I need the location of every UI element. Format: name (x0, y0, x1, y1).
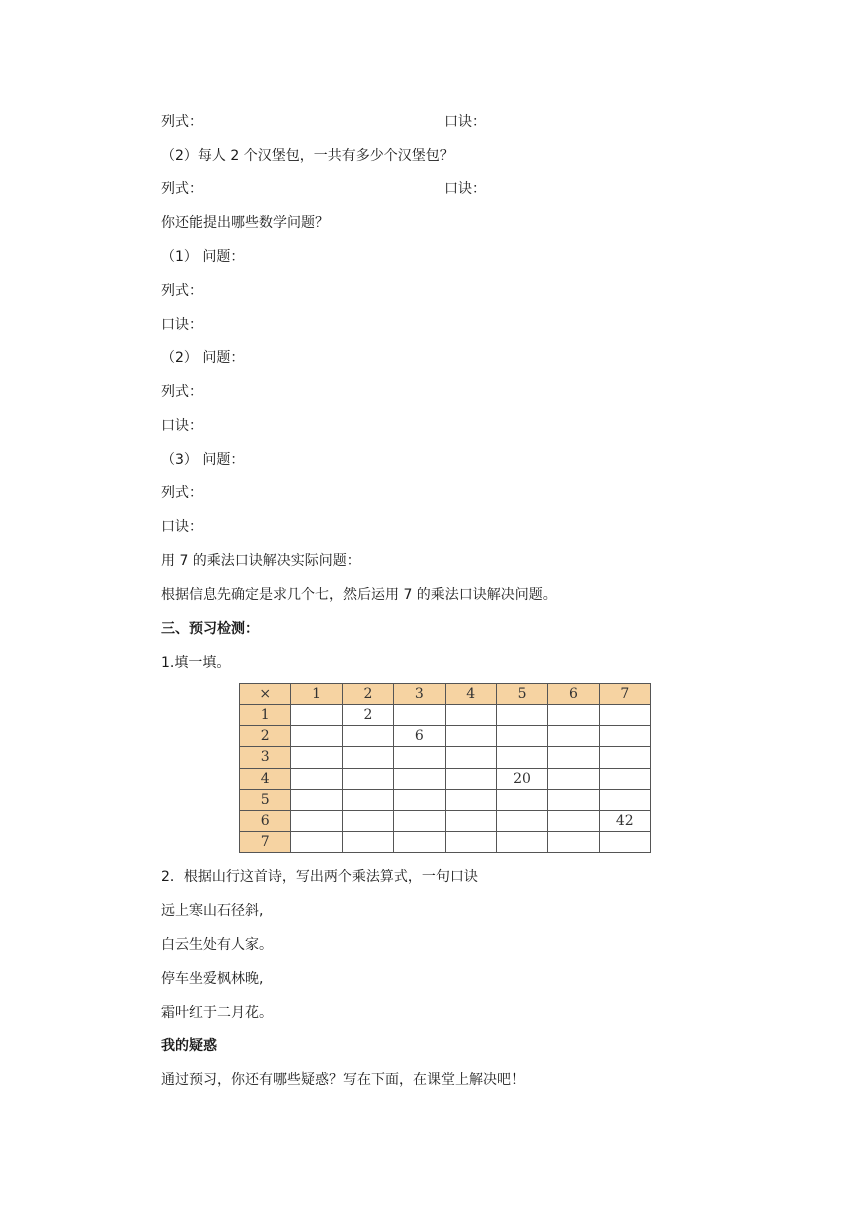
use-7-description: 根据信息先确定是求几个七，然后运用 7 的乘法口诀解决问题。 (161, 587, 557, 603)
table-cell (291, 831, 342, 852)
table-cell (394, 789, 445, 810)
table-cell (394, 768, 445, 789)
table-row (240, 705, 651, 726)
row-header: 2 (240, 726, 291, 747)
table-cell (394, 810, 445, 831)
table-row (240, 726, 651, 747)
table-cell (342, 768, 393, 789)
question-2-formula: 列式： (161, 384, 203, 400)
table-cell (599, 831, 650, 852)
table-cell (291, 810, 342, 831)
table-cell (394, 705, 445, 726)
row-header: 5 (240, 789, 291, 810)
question-hamburger: （2）每人 2 个汉堡包，一共有多少个汉堡包？ (161, 148, 454, 164)
table-header-row (240, 684, 651, 705)
row-header: 7 (240, 831, 291, 852)
table-cell (548, 789, 599, 810)
table-cell (445, 747, 496, 768)
row-header: 6 (240, 810, 291, 831)
table-cell (394, 831, 445, 852)
table-cell (496, 810, 547, 831)
table-cell (291, 789, 342, 810)
table-cell (548, 726, 599, 747)
table-cell (548, 831, 599, 852)
table-cell (496, 747, 547, 768)
question-2-label: （2） 问题： (161, 350, 245, 366)
table-cell (599, 789, 650, 810)
table-cell: 6 (394, 726, 445, 747)
table-cell (394, 747, 445, 768)
table-cell (445, 768, 496, 789)
table-cell (548, 705, 599, 726)
question-3-formula: 列式： (161, 485, 203, 501)
row-header: 1 (240, 705, 291, 726)
question-1-formula: 列式： (161, 283, 203, 299)
more-questions-prompt: 你还能提出哪些数学问题？ (161, 215, 329, 231)
table-cell (445, 831, 496, 852)
table-row (240, 768, 651, 789)
table-cell: 2 (342, 705, 393, 726)
table-row (240, 810, 651, 831)
table-cell (291, 768, 342, 789)
section-3-title: 三、预习检测： (161, 621, 259, 637)
exercise-1-title: 1.填一填。 (161, 655, 231, 671)
question-1-mnemonic: 口诀： (161, 317, 203, 333)
table-cell (599, 705, 650, 726)
table-cell (445, 789, 496, 810)
table-cell (599, 726, 650, 747)
table-cell (342, 747, 393, 768)
table-cell (291, 705, 342, 726)
table-cell (548, 747, 599, 768)
table-corner: × (240, 684, 291, 705)
table-cell (445, 810, 496, 831)
poem-line-3: 停车坐爱枫林晚, (161, 971, 264, 987)
formula-label: 列式： (161, 181, 203, 197)
table-cell (599, 768, 650, 789)
table-cell (496, 726, 547, 747)
table-cell (496, 831, 547, 852)
exercise-2-title: 2．根据山行这首诗，写出两个乘法算式，一句口诀 (161, 869, 478, 885)
col-header: 2 (342, 684, 393, 705)
row-header: 3 (240, 747, 291, 768)
table-cell (342, 810, 393, 831)
use-7-heading: 用 7 的乘法口诀解决实际问题： (161, 553, 361, 569)
poem-line-2: 白云生处有人家。 (161, 937, 273, 953)
question-1-label: （1） 问题： (161, 249, 245, 265)
table-cell (445, 726, 496, 747)
col-header: 5 (496, 684, 547, 705)
table-cell (342, 789, 393, 810)
question-2-mnemonic: 口诀： (161, 418, 203, 434)
doubt-description: 通过预习，你还有哪些疑惑？写在下面，在课堂上解决吧！ (161, 1072, 525, 1088)
poem-line-4: 霜叶红于二月花。 (161, 1005, 273, 1021)
table-cell (291, 726, 342, 747)
col-header: 7 (599, 684, 650, 705)
col-header: 3 (394, 684, 445, 705)
table-cell (342, 726, 393, 747)
table-cell (496, 789, 547, 810)
table-cell (548, 768, 599, 789)
table-row (240, 789, 651, 810)
table-cell (445, 705, 496, 726)
table-cell (548, 810, 599, 831)
col-header: 4 (445, 684, 496, 705)
col-header: 6 (548, 684, 599, 705)
table-cell (342, 831, 393, 852)
mnemonic-label: 口诀： (444, 181, 486, 197)
table-cell (291, 747, 342, 768)
row-header: 4 (240, 768, 291, 789)
table-cell: 42 (599, 810, 650, 831)
poem-line-1: 远上寒山石径斜, (161, 903, 264, 919)
table-row (240, 747, 651, 768)
question-3-label: （3） 问题： (161, 452, 245, 468)
formula-line-1 (161, 113, 486, 131)
table-row (240, 831, 651, 852)
mnemonic-label: 口诀： (444, 114, 486, 130)
table-cell (496, 705, 547, 726)
table-cell: 20 (496, 768, 547, 789)
doubt-title: 我的疑惑 (161, 1038, 217, 1054)
formula-line-2 (161, 180, 486, 198)
table-cell (599, 747, 650, 768)
col-header: 1 (291, 684, 342, 705)
question-3-mnemonic: 口诀： (161, 519, 203, 535)
formula-label: 列式： (161, 114, 203, 130)
multiplication-table (239, 683, 651, 853)
